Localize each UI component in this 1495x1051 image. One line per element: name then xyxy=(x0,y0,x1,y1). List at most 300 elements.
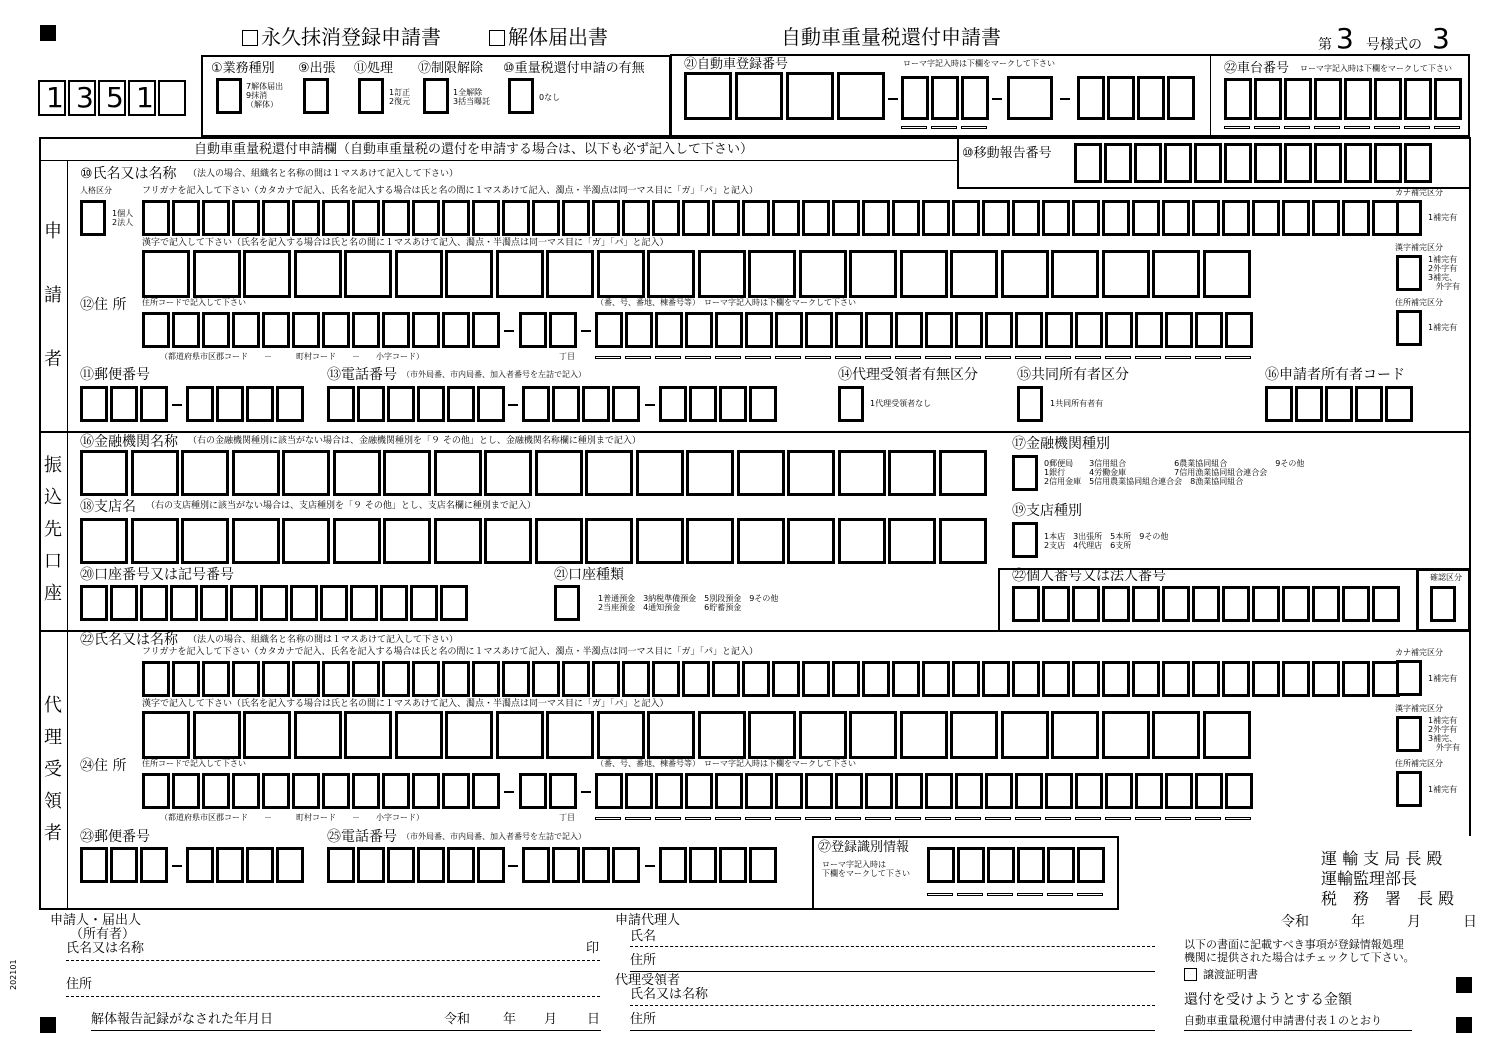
kanji-cell[interactable] xyxy=(344,250,392,298)
bank-type-box[interactable] xyxy=(1012,455,1038,491)
romaji-mark[interactable] xyxy=(985,817,1011,820)
romaji-mark[interactable] xyxy=(865,817,891,820)
agent-kana-cell[interactable] xyxy=(1282,661,1310,697)
bank-name-cell[interactable] xyxy=(838,450,886,496)
romaji-mark[interactable] xyxy=(655,817,681,820)
romaji-mark[interactable] xyxy=(1077,893,1103,896)
branch-name-cell[interactable] xyxy=(181,518,229,564)
address-cell[interactable] xyxy=(1045,312,1073,348)
tel-cell[interactable] xyxy=(612,386,640,422)
romaji-mark[interactable] xyxy=(1434,126,1460,129)
address-cell[interactable] xyxy=(895,312,923,348)
kana-cell[interactable] xyxy=(382,200,410,236)
tel-cell[interactable] xyxy=(719,847,747,883)
zip-cell[interactable] xyxy=(140,847,168,883)
tel-cell[interactable] xyxy=(327,386,355,422)
account-cell[interactable] xyxy=(230,585,258,621)
agent-kana-cell[interactable] xyxy=(1222,661,1250,697)
move-report-cell[interactable] xyxy=(1134,143,1162,183)
kana-cell[interactable] xyxy=(322,200,350,236)
bank-name-cell[interactable] xyxy=(434,450,482,496)
zip-cell[interactable] xyxy=(276,386,304,422)
owner-code-cell[interactable] xyxy=(1385,386,1413,422)
address-cell[interactable] xyxy=(655,312,683,348)
address-cell[interactable] xyxy=(382,773,410,809)
romaji-mark[interactable] xyxy=(901,126,927,129)
agent-kana-cell[interactable] xyxy=(352,661,380,697)
romaji-mark[interactable] xyxy=(1015,817,1041,820)
personal-number-cell[interactable] xyxy=(1342,586,1370,622)
address-cell[interactable] xyxy=(835,773,863,809)
bank-name-cell[interactable] xyxy=(282,450,330,496)
tel-cell[interactable] xyxy=(522,847,550,883)
address-cell[interactable] xyxy=(519,312,547,348)
tel-cell[interactable] xyxy=(477,386,505,422)
zip-cell[interactable] xyxy=(216,386,244,422)
address-cell[interactable] xyxy=(472,773,500,809)
account-cell[interactable] xyxy=(290,585,318,621)
romaji-mark[interactable] xyxy=(625,817,651,820)
move-report-cell[interactable] xyxy=(1104,143,1132,183)
address-cell[interactable] xyxy=(412,773,440,809)
bank-name-cell[interactable] xyxy=(80,450,128,496)
kana-cell[interactable] xyxy=(862,200,890,236)
address-cell[interactable] xyxy=(715,773,743,809)
account-cell[interactable] xyxy=(320,585,348,621)
reg-id-cell[interactable] xyxy=(957,847,985,883)
romaji-mark[interactable] xyxy=(1015,356,1041,359)
agent-kana-cell[interactable] xyxy=(892,661,920,697)
kanji-supp-box[interactable] xyxy=(1396,255,1422,291)
tel-cell[interactable] xyxy=(447,386,475,422)
tel-cell[interactable] xyxy=(582,386,610,422)
kana-cell[interactable] xyxy=(442,200,470,236)
bank-name-cell[interactable] xyxy=(787,450,835,496)
bank-name-cell[interactable] xyxy=(737,450,785,496)
kana-cell[interactable] xyxy=(922,200,950,236)
owner-code-cell[interactable] xyxy=(1355,386,1383,422)
joint-owner-box[interactable] xyxy=(1017,386,1043,422)
process-box[interactable] xyxy=(358,78,384,114)
kanji-cell[interactable] xyxy=(950,250,998,298)
agent-kanji-cell[interactable] xyxy=(445,711,493,759)
kana-cell[interactable] xyxy=(1102,200,1130,236)
zip-cell[interactable] xyxy=(216,847,244,883)
chassis-cell[interactable] xyxy=(1404,78,1432,120)
romaji-mark[interactable] xyxy=(927,893,953,896)
restriction-box[interactable] xyxy=(423,78,449,114)
agent-kana-cell[interactable] xyxy=(172,661,200,697)
tel-cell[interactable] xyxy=(357,847,385,883)
tel-cell[interactable] xyxy=(552,847,580,883)
move-report-cell[interactable] xyxy=(1224,143,1252,183)
tel-cell[interactable] xyxy=(659,847,687,883)
romaji-mark[interactable] xyxy=(987,893,1013,896)
agent-kana-cell[interactable] xyxy=(592,661,620,697)
registration-cell[interactable] xyxy=(684,72,732,120)
agent-kana-cell[interactable] xyxy=(562,661,590,697)
kanji-cell[interactable] xyxy=(698,250,746,298)
agent-kana-cell[interactable] xyxy=(532,661,560,697)
romaji-mark[interactable] xyxy=(1017,893,1043,896)
move-report-cell[interactable] xyxy=(1284,143,1312,183)
agent-kanji-cell[interactable] xyxy=(496,711,544,759)
tel-cell[interactable] xyxy=(719,386,747,422)
romaji-mark[interactable] xyxy=(931,126,957,129)
zip-cell[interactable] xyxy=(246,386,274,422)
romaji-mark[interactable] xyxy=(1195,817,1221,820)
romaji-mark[interactable] xyxy=(1165,817,1191,820)
kana-cell[interactable] xyxy=(532,200,560,236)
personal-number-cell[interactable] xyxy=(1192,586,1220,622)
address-cell[interactable] xyxy=(1105,773,1133,809)
kana-cell[interactable] xyxy=(652,200,680,236)
agent-kana-cell[interactable] xyxy=(502,661,530,697)
address-cell[interactable] xyxy=(549,312,577,348)
address-cell[interactable] xyxy=(685,312,713,348)
kanji-cell[interactable] xyxy=(496,250,544,298)
address-cell[interactable] xyxy=(595,773,623,809)
kanji-cell[interactable] xyxy=(445,250,493,298)
branch-name-cell[interactable] xyxy=(232,518,280,564)
address-cell[interactable] xyxy=(549,773,577,809)
address-cell[interactable] xyxy=(442,312,470,348)
kanji-cell[interactable] xyxy=(597,250,645,298)
romaji-mark[interactable] xyxy=(805,817,831,820)
agent-kana-cell[interactable] xyxy=(922,661,950,697)
address-cell[interactable] xyxy=(232,773,260,809)
address-cell[interactable] xyxy=(805,773,833,809)
registration-cell[interactable] xyxy=(931,76,959,120)
personal-number-cell[interactable] xyxy=(1282,586,1310,622)
person-type-box[interactable] xyxy=(80,200,106,236)
agent-kanji-cell[interactable] xyxy=(849,711,897,759)
kana-cell[interactable] xyxy=(1342,200,1370,236)
confirm-box[interactable] xyxy=(1430,586,1456,622)
address-cell[interactable] xyxy=(745,312,773,348)
romaji-mark[interactable] xyxy=(1254,126,1280,129)
bank-name-cell[interactable] xyxy=(484,450,532,496)
address-cell[interactable] xyxy=(625,773,653,809)
romaji-mark[interactable] xyxy=(955,356,981,359)
romaji-mark[interactable] xyxy=(595,817,621,820)
romaji-mark[interactable] xyxy=(625,356,651,359)
agent-kana-supp-box[interactable] xyxy=(1396,660,1422,696)
chassis-cell[interactable] xyxy=(1344,78,1372,120)
reg-id-cell[interactable] xyxy=(1017,847,1045,883)
owner-code-cell[interactable] xyxy=(1265,386,1293,422)
agent-kana-cell[interactable] xyxy=(1042,661,1070,697)
zip-cell[interactable] xyxy=(276,847,304,883)
kana-cell[interactable] xyxy=(1222,200,1250,236)
registration-cell[interactable] xyxy=(735,72,783,120)
address-cell[interactable] xyxy=(352,312,380,348)
agent-kana-cell[interactable] xyxy=(1252,661,1280,697)
romaji-mark[interactable] xyxy=(715,817,741,820)
zip-cell[interactable] xyxy=(186,386,214,422)
business-type-box[interactable] xyxy=(216,78,242,114)
romaji-mark[interactable] xyxy=(1374,126,1400,129)
address-cell[interactable] xyxy=(472,312,500,348)
address-cell[interactable] xyxy=(1045,773,1073,809)
agent-kanji-cell[interactable] xyxy=(748,711,796,759)
agent-kanji-cell[interactable] xyxy=(1051,711,1099,759)
address-cell[interactable] xyxy=(715,312,743,348)
agent-kana-cell[interactable] xyxy=(952,661,980,697)
address-cell[interactable] xyxy=(805,312,833,348)
option2-checkbox[interactable] xyxy=(489,30,505,46)
kana-cell[interactable] xyxy=(1162,200,1190,236)
account-cell[interactable] xyxy=(350,585,378,621)
address-cell[interactable] xyxy=(232,312,260,348)
agent-kana-cell[interactable] xyxy=(262,661,290,697)
addr-supp-box[interactable] xyxy=(1396,310,1422,346)
zip-cell[interactable] xyxy=(80,847,108,883)
romaji-mark[interactable] xyxy=(1135,817,1161,820)
kanji-cell[interactable] xyxy=(294,250,342,298)
kana-cell[interactable] xyxy=(562,200,590,236)
romaji-mark[interactable] xyxy=(1045,356,1071,359)
registration-cell[interactable] xyxy=(1167,76,1195,120)
agent-kana-cell[interactable] xyxy=(322,661,350,697)
address-cell[interactable] xyxy=(1015,312,1043,348)
address-cell[interactable] xyxy=(1195,773,1223,809)
kanji-cell[interactable] xyxy=(647,250,695,298)
agent-kanji-cell[interactable] xyxy=(900,711,948,759)
kana-supp-box[interactable] xyxy=(1396,200,1422,236)
zip-cell[interactable] xyxy=(186,847,214,883)
romaji-mark[interactable] xyxy=(1105,356,1131,359)
kanji-cell[interactable] xyxy=(900,250,948,298)
personal-number-cell[interactable] xyxy=(1252,586,1280,622)
kana-cell[interactable] xyxy=(172,200,200,236)
romaji-mark[interactable] xyxy=(1045,817,1071,820)
kana-cell[interactable] xyxy=(1042,200,1070,236)
kana-cell[interactable] xyxy=(202,200,230,236)
romaji-mark[interactable] xyxy=(1075,817,1101,820)
address-cell[interactable] xyxy=(775,312,803,348)
agent-kana-cell[interactable] xyxy=(802,661,830,697)
kana-cell[interactable] xyxy=(1312,200,1340,236)
kanji-cell[interactable] xyxy=(193,250,241,298)
romaji-mark[interactable] xyxy=(1047,893,1073,896)
move-report-cell[interactable] xyxy=(1074,143,1102,183)
romaji-mark[interactable] xyxy=(1225,817,1251,820)
branch-name-cell[interactable] xyxy=(737,518,785,564)
address-cell[interactable] xyxy=(172,773,200,809)
agent-kana-cell[interactable] xyxy=(382,661,410,697)
refund-flag-box[interactable] xyxy=(508,78,534,114)
agent-kana-cell[interactable] xyxy=(472,661,500,697)
romaji-mark[interactable] xyxy=(595,356,621,359)
account-cell[interactable] xyxy=(410,585,438,621)
kanji-cell[interactable] xyxy=(395,250,443,298)
move-report-cell[interactable] xyxy=(1344,143,1372,183)
romaji-mark[interactable] xyxy=(1224,126,1250,129)
agent-kana-cell[interactable] xyxy=(652,661,680,697)
romaji-mark[interactable] xyxy=(775,817,801,820)
kana-cell[interactable] xyxy=(592,200,620,236)
move-report-cell[interactable] xyxy=(1314,143,1342,183)
agent-kanji-cell[interactable] xyxy=(142,711,190,759)
romaji-mark[interactable] xyxy=(1165,356,1191,359)
branch-name-cell[interactable] xyxy=(585,518,633,564)
move-report-cell[interactable] xyxy=(1254,143,1282,183)
address-cell[interactable] xyxy=(955,312,983,348)
address-cell[interactable] xyxy=(1165,773,1193,809)
bank-name-cell[interactable] xyxy=(383,450,431,496)
option1-checkbox[interactable] xyxy=(242,30,258,46)
personal-number-cell[interactable] xyxy=(1072,586,1100,622)
registration-cell[interactable] xyxy=(901,76,929,120)
address-cell[interactable] xyxy=(895,773,923,809)
kanji-cell[interactable] xyxy=(1102,250,1150,298)
account-cell[interactable] xyxy=(110,585,138,621)
address-cell[interactable] xyxy=(925,312,953,348)
registration-cell[interactable] xyxy=(1107,76,1135,120)
account-cell[interactable] xyxy=(260,585,288,621)
registration-cell[interactable] xyxy=(837,72,885,120)
tel-cell[interactable] xyxy=(749,847,777,883)
tel-cell[interactable] xyxy=(417,847,445,883)
address-cell[interactable] xyxy=(322,773,350,809)
romaji-mark[interactable] xyxy=(745,356,771,359)
address-cell[interactable] xyxy=(865,773,893,809)
romaji-mark[interactable] xyxy=(1075,356,1101,359)
kana-cell[interactable] xyxy=(952,200,980,236)
agent-kana-cell[interactable] xyxy=(682,661,710,697)
reg-id-cell[interactable] xyxy=(1077,847,1105,883)
agent-kana-cell[interactable] xyxy=(982,661,1010,697)
tel-cell[interactable] xyxy=(552,386,580,422)
agent-kanji-cell[interactable] xyxy=(193,711,241,759)
registration-cell[interactable] xyxy=(961,76,989,120)
personal-number-cell[interactable] xyxy=(1042,586,1070,622)
agent-kana-cell[interactable] xyxy=(772,661,800,697)
kana-cell[interactable] xyxy=(742,200,770,236)
agent-kana-cell[interactable] xyxy=(1312,661,1340,697)
agent-kanji-cell[interactable] xyxy=(647,711,695,759)
registration-cell[interactable] xyxy=(786,72,834,120)
chassis-cell[interactable] xyxy=(1434,78,1462,120)
tel-cell[interactable] xyxy=(612,847,640,883)
romaji-mark[interactable] xyxy=(1344,126,1370,129)
personal-number-cell[interactable] xyxy=(1132,586,1160,622)
address-cell[interactable] xyxy=(262,312,290,348)
agent-kana-cell[interactable] xyxy=(232,661,260,697)
address-cell[interactable] xyxy=(595,312,623,348)
tel-cell[interactable] xyxy=(689,386,717,422)
address-cell[interactable] xyxy=(1015,773,1043,809)
agent-kana-cell[interactable] xyxy=(412,661,440,697)
kanji-cell[interactable] xyxy=(1001,250,1049,298)
address-cell[interactable] xyxy=(142,773,170,809)
chassis-cell[interactable] xyxy=(1254,78,1282,120)
branch-type-box[interactable] xyxy=(1012,522,1038,558)
agent-kanji-cell[interactable] xyxy=(294,711,342,759)
tel-cell[interactable] xyxy=(357,386,385,422)
address-cell[interactable] xyxy=(865,312,893,348)
address-cell[interactable] xyxy=(1105,312,1133,348)
kana-cell[interactable] xyxy=(1072,200,1100,236)
branch-name-cell[interactable] xyxy=(535,518,583,564)
romaji-mark[interactable] xyxy=(957,893,983,896)
personal-number-cell[interactable] xyxy=(1312,586,1340,622)
address-cell[interactable] xyxy=(835,312,863,348)
agent-kanji-cell[interactable] xyxy=(698,711,746,759)
agent-kana-cell[interactable] xyxy=(1012,661,1040,697)
agent-kana-cell[interactable] xyxy=(712,661,740,697)
account-cell[interactable] xyxy=(80,585,108,621)
branch-name-cell[interactable] xyxy=(383,518,431,564)
tel-cell[interactable] xyxy=(659,386,687,422)
bank-name-cell[interactable] xyxy=(535,450,583,496)
address-cell[interactable] xyxy=(352,773,380,809)
romaji-mark[interactable] xyxy=(1314,126,1340,129)
move-report-cell[interactable] xyxy=(1164,143,1192,183)
romaji-mark[interactable] xyxy=(985,356,1011,359)
romaji-mark[interactable] xyxy=(895,356,921,359)
romaji-mark[interactable] xyxy=(1404,126,1430,129)
personal-number-cell[interactable] xyxy=(1102,586,1130,622)
tel-cell[interactable] xyxy=(417,386,445,422)
bank-name-cell[interactable] xyxy=(686,450,734,496)
agent-kanji-supp-box[interactable] xyxy=(1396,716,1422,752)
romaji-mark[interactable] xyxy=(925,817,951,820)
address-cell[interactable] xyxy=(745,773,773,809)
kana-cell[interactable] xyxy=(262,200,290,236)
zip-cell[interactable] xyxy=(110,386,138,422)
move-report-cell[interactable] xyxy=(1374,143,1402,183)
address-cell[interactable] xyxy=(412,312,440,348)
romaji-mark[interactable] xyxy=(1225,356,1251,359)
address-cell[interactable] xyxy=(202,773,230,809)
romaji-mark[interactable] xyxy=(655,356,681,359)
tel-cell[interactable] xyxy=(387,386,415,422)
zip-cell[interactable] xyxy=(80,386,108,422)
romaji-mark[interactable] xyxy=(1195,356,1221,359)
tel-cell[interactable] xyxy=(387,847,415,883)
agent-kanji-cell[interactable] xyxy=(950,711,998,759)
address-cell[interactable] xyxy=(382,312,410,348)
zip-cell[interactable] xyxy=(110,847,138,883)
registration-cell[interactable] xyxy=(1007,76,1053,120)
owner-code-cell[interactable] xyxy=(1295,386,1323,422)
move-report-cell[interactable] xyxy=(1194,143,1222,183)
chassis-cell[interactable] xyxy=(1314,78,1342,120)
address-cell[interactable] xyxy=(775,773,803,809)
account-cell[interactable] xyxy=(380,585,408,621)
address-cell[interactable] xyxy=(655,773,683,809)
reg-id-cell[interactable] xyxy=(1047,847,1075,883)
address-cell[interactable] xyxy=(1135,312,1163,348)
tel-cell[interactable] xyxy=(522,386,550,422)
agent-kana-cell[interactable] xyxy=(832,661,860,697)
romaji-mark[interactable] xyxy=(1105,817,1131,820)
branch-name-cell[interactable] xyxy=(131,518,179,564)
kanji-cell[interactable] xyxy=(849,250,897,298)
kana-cell[interactable] xyxy=(292,200,320,236)
address-cell[interactable] xyxy=(1225,773,1253,809)
bank-name-cell[interactable] xyxy=(939,450,987,496)
registration-cell[interactable] xyxy=(1137,76,1165,120)
agent-kana-cell[interactable] xyxy=(292,661,320,697)
kana-cell[interactable] xyxy=(352,200,380,236)
zip-cell[interactable] xyxy=(140,386,168,422)
romaji-mark[interactable] xyxy=(775,356,801,359)
agent-kanji-cell[interactable] xyxy=(597,711,645,759)
chassis-cell[interactable] xyxy=(1374,78,1402,120)
